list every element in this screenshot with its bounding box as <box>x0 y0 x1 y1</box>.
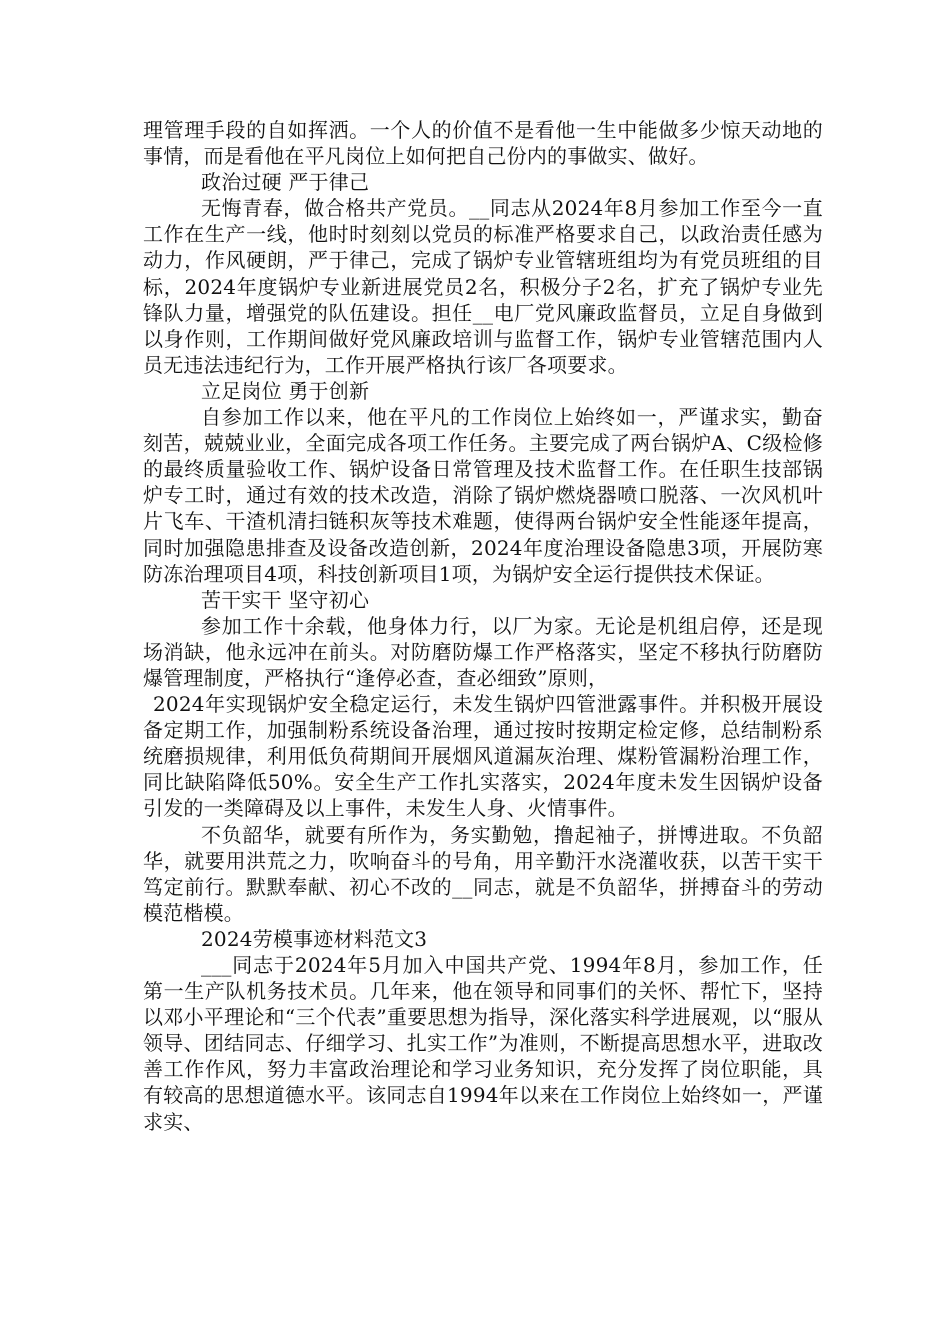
section-heading-sample-3: 2024劳模事迹材料范文3 <box>201 926 428 951</box>
paragraph-sample-3: ___同志于2024年5月加入中国共产党、1994年8月，参加工作，任第一生产队机务技术员。几年来，他在领导和同事们的关怀、帮忙下，坚持以邓小平理论和“三个代表”重要思想为指导，深化落实科学进展观，以“服从领导、团结同志、仔细学习、扎实工作”为准则，不断提高思想水平，进取改善工作作风，努力丰富政治理论和学习业务知识，充分发挥了岗位职能，具有较高的思想道德水平。该同志自1994年以来在工作岗位上始终如一，严谨求实、 <box>143 953 823 1134</box>
section-heading-innovation: 立足岗位 勇于创新 <box>201 378 370 403</box>
paragraph-politics: 无悔青春，做合格共产党员。__同志从2024年8月参加工作至今一直工作在生产一线，他时时刻刻以党员的标准严格要求自己，以政治责任感为动力，作风硬朗，严于律己，完成了锅炉专业管辖班组均为有党员班组的目标，2024年度锅炉专业新进展党员2名，积极分子2名，扩充了锅炉专业先锋队力量，增强党的队伍建设。担任__电厂党风廉政监督员，立足自身做到以身作则，工作期间做好党风廉政培训与监督工作，锅炉专业管辖范围内人员无违法违纪行为，工作开展严格执行该厂各项要求。 <box>143 196 823 377</box>
paragraph-conclusion: 不负韶华，就要有所作为，务实勤勉，撸起袖子，拼博进取。不负韶华，就要用洪荒之力，吹响奋斗的号角，用辛勤汗水浇灌收获，以苦干实干笃定前行。默默奉献、初心不改的__同志，就是不负韶华，拼搏奋斗的劳动模范楷模。 <box>143 822 823 925</box>
section-heading-hardwork: 苦干实干 坚守初心 <box>201 587 370 612</box>
document-page <box>143 117 823 1135</box>
section-heading-politics: 政治过硬 严于律己 <box>201 170 370 195</box>
paragraph-innovation: 自参加工作以来，他在平凡的工作岗位上始终如一，严谨求实，勤奋刻苦，兢兢业业，全面完成各项工作任务。主要完成了两台锅炉A、C级检修的最终质量验收工作、锅炉设备日常管理及技术监督工作。在任职生技部锅炉专工时，通过有效的技术改造，消除了锅炉燃烧器喷口脱落、一次风机叶片飞车、干渣机清扫链积灰等技术难题，使得两台锅炉安全性能逐年提高，同时加强隐患排查及设备改造创新，2024年度治理设备隐患3项，开展防寒防冻治理项目4项，科技创新项目1项，为锅炉安全运行提供技术保证。 <box>143 405 823 586</box>
paragraph-hardwork-2: 2024年实现锅炉安全稳定运行，未发生锅炉四管泄露事件。并积极开展设备定期工作，加强制粉系统设备治理，通过按时按期定检定修，总结制粉系统磨损规律，利用低负荷期间开展烟风道漏灰治理、煤粉管漏粉治理工作，同比缺陷降低50%。安全生产工作扎实落实，2024年度未发生因锅炉设备引发的一类障碍及以上事件，未发生人身、火情事件。 <box>143 692 823 821</box>
paragraph-intro: 理管理手段的自如挥洒。一个人的价值不是看他一生中能做多少惊天动地的事情，而是看他在平凡岗位上如何把自己份内的事做实、做好。 <box>143 118 823 169</box>
paragraph-hardwork-1: 参加工作十余载，他身体力行，以厂为家。无论是机组启停，还是现场消缺，他永远冲在前头。对防磨防爆工作严格落实，坚定不移执行防磨防爆管理制度，严格执行“逢停必查，查必细致”原则， <box>143 613 823 690</box>
